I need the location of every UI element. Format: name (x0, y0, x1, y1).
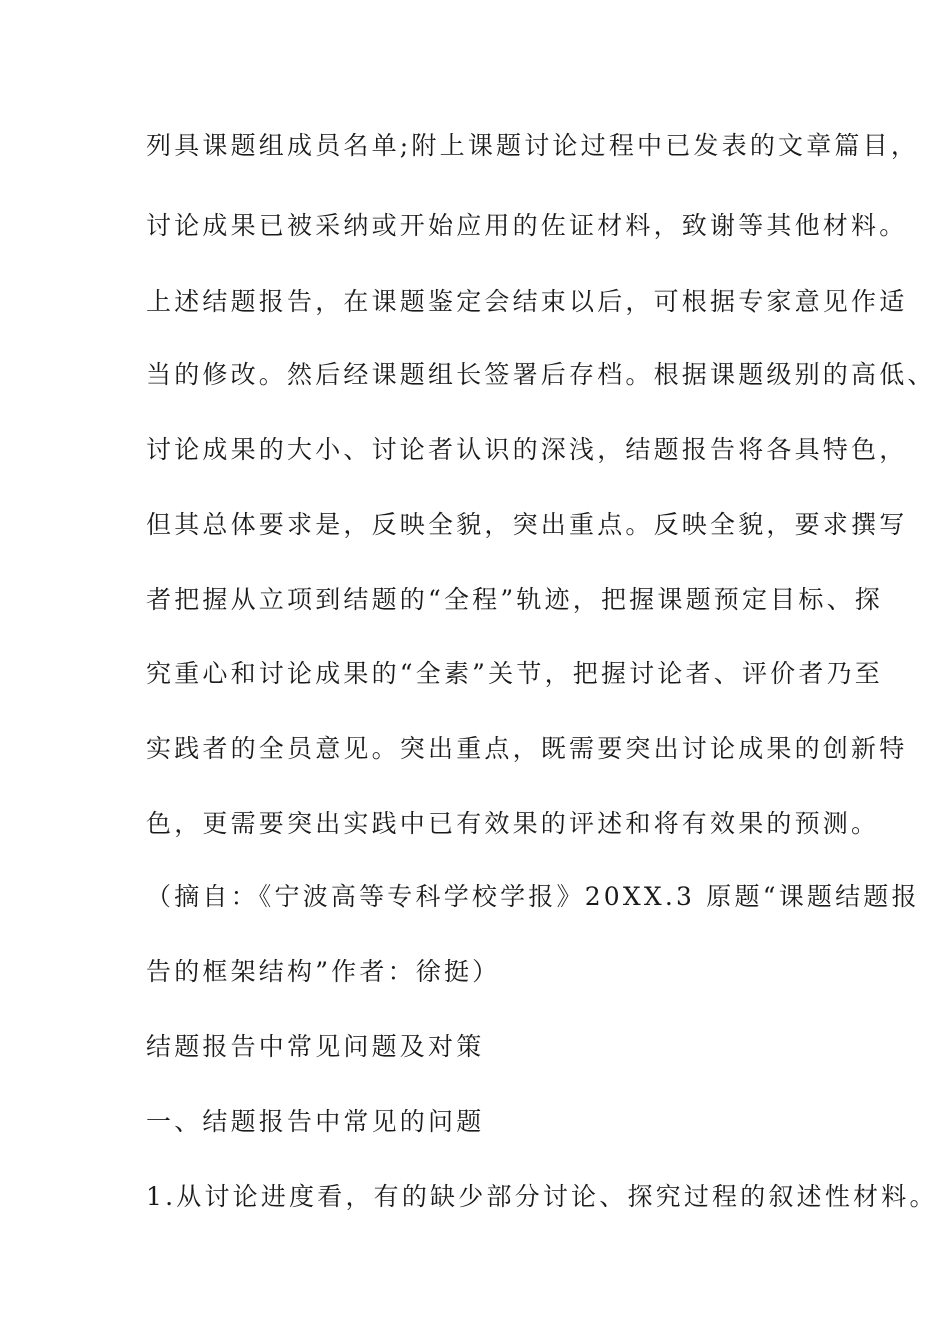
text-line: 实践者的全员意见。突出重点，既需要突出讨论成果的创新特 (146, 734, 908, 763)
text-line: 讨论成果的大小、讨论者认识的深浅，结题报告将各具特色， (146, 435, 908, 464)
list-item: 1.从讨论进度看，有的缺少部分讨论、探究过程的叙述性材料。 (146, 1182, 938, 1211)
citation-line: 告的框架结构”作者：徐挺） (146, 957, 501, 986)
text-line: 但其总体要求是，反映全貌，突出重点。反映全貌，要求撰写 (146, 510, 908, 539)
section-heading: 结题报告中常见问题及对策 (146, 1032, 485, 1061)
text-line: 当的修改。然后经课题组长签署后存档。根据课题级别的高低、 (146, 360, 936, 389)
text-line: 讨论成果已被采纳或开始应用的佐证材料，致谢等其他材料。 (146, 211, 908, 240)
text-line: 者把握从立项到结题的“全程”轨迹，把握课题预定目标、探 (146, 585, 883, 614)
text-line: 究重心和讨论成果的“全素”关节，把握讨论者、评价者乃至 (146, 659, 883, 688)
text-line: 色，更需要突出实践中已有效果的评述和将有效果的预测。 (146, 809, 880, 838)
subsection-heading: 一、结题报告中常见的问题 (146, 1107, 485, 1136)
text-line: 列具课题组成员名单;附上课题讨论过程中已发表的文章篇目， (146, 131, 920, 160)
text-line: 上述结题报告，在课题鉴定会结束以后，可根据专家意见作适 (146, 287, 908, 316)
citation-line: （摘自：《宁波高等专科学校学报》20XX.3 原题“课题结题报 (146, 882, 920, 911)
